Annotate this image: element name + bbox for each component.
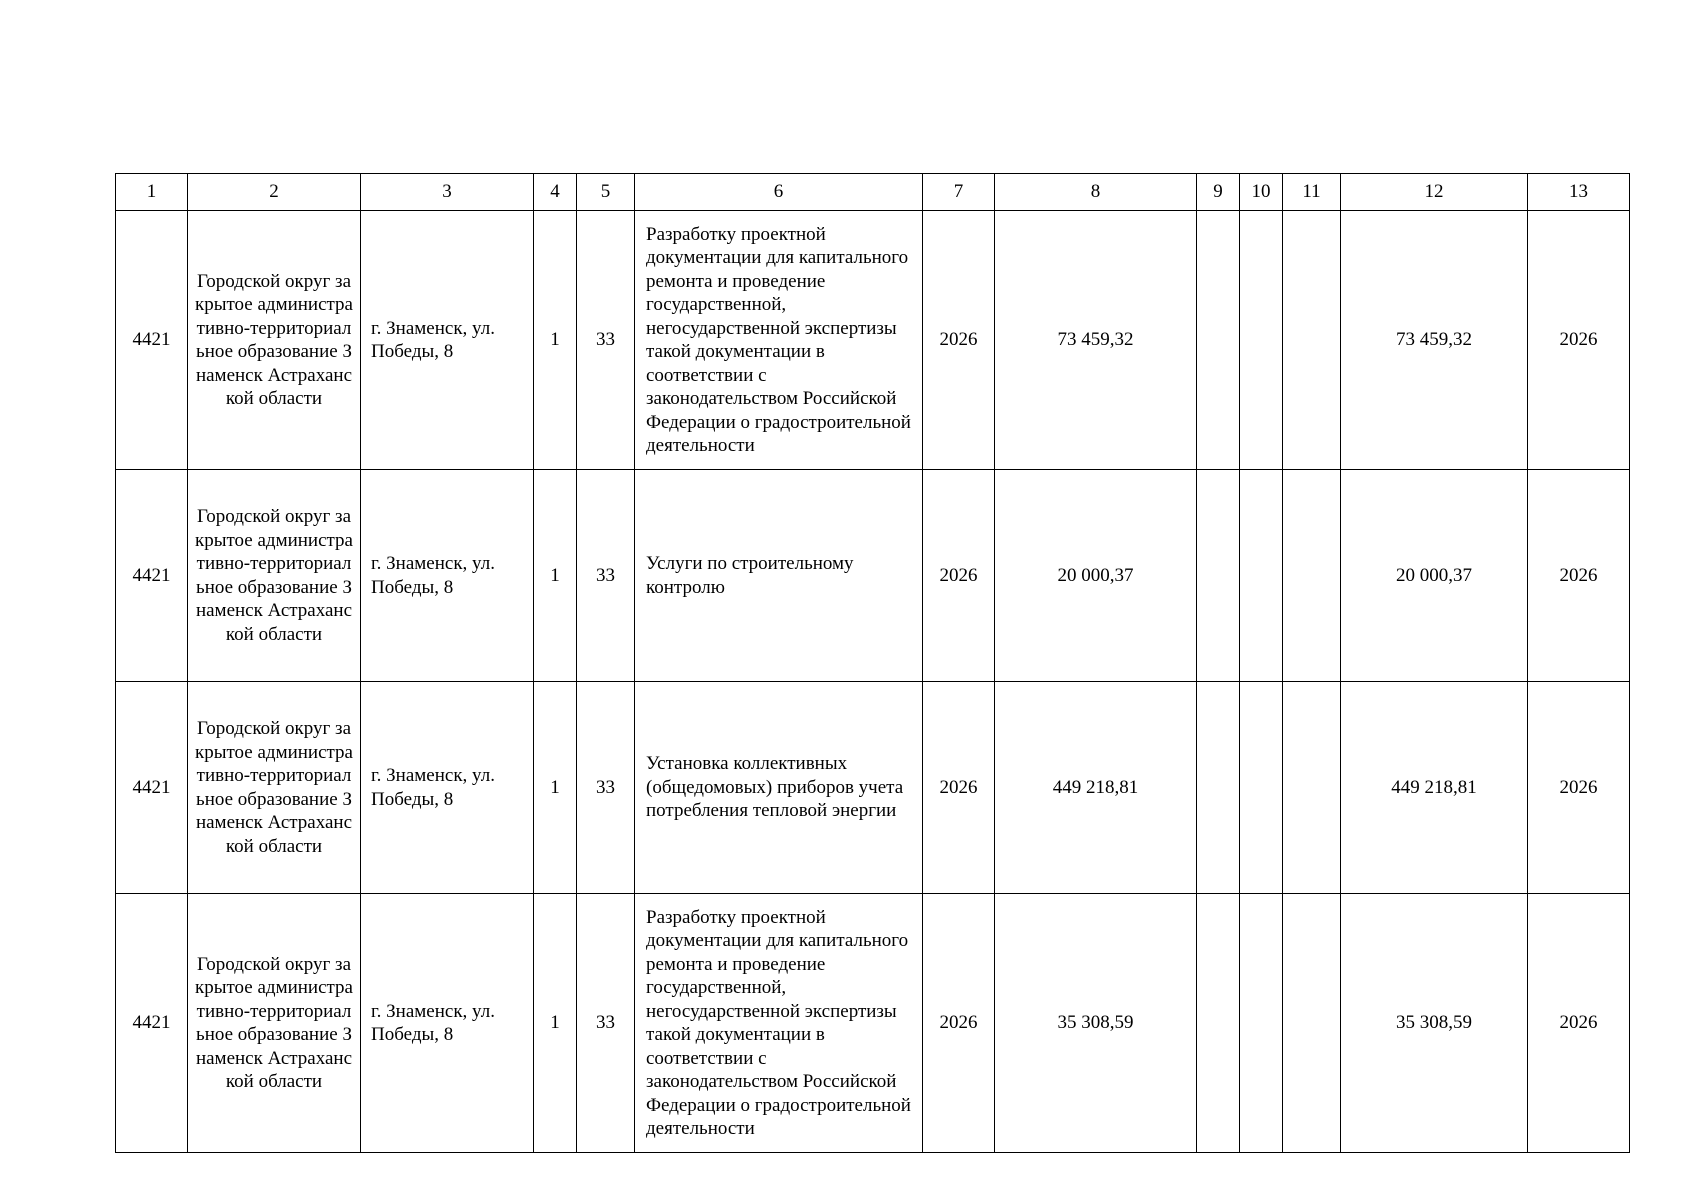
column-5-cell: 33 xyxy=(577,682,635,894)
work-description-cell: Установка коллективных (общедомовых) приборов учета потребления тепловой энергии xyxy=(635,682,923,894)
year-cell: 2026 xyxy=(923,682,995,894)
amount-cell: 20 000,37 xyxy=(995,470,1197,682)
table-header-row xyxy=(116,174,1630,211)
year-cell: 2026 xyxy=(1528,894,1630,1153)
column-header: 13 xyxy=(1528,174,1630,211)
year-cell: 2026 xyxy=(923,211,995,470)
column-header: 2 xyxy=(188,174,361,211)
column-9-cell xyxy=(1197,894,1240,1153)
column-9-cell xyxy=(1197,682,1240,894)
column-header: 7 xyxy=(923,174,995,211)
municipality-cell: Городской округ закрытое административно-территориальное образование Знаменск Астраханской области xyxy=(188,894,361,1153)
amount-cell: 73 459,32 xyxy=(1341,211,1528,470)
row-code: 4421 xyxy=(116,682,188,894)
address-cell: г. Знаменск, ул. Победы, 8 xyxy=(361,682,534,894)
work-description-cell: Услуги по строительному контролю xyxy=(635,470,923,682)
municipality-cell: Городской округ закрытое административно-территориальное образование Знаменск Астраханской области xyxy=(188,470,361,682)
work-description-cell: Разработку проектной документации для капитального ремонта и проведение государственной, негосударственной экспертизы такой документации в соответствии с законодательством Российской Федерации о градостроительной деятельности xyxy=(635,894,923,1153)
column-header: 12 xyxy=(1341,174,1528,211)
address-cell: г. Знаменск, ул. Победы, 8 xyxy=(361,211,534,470)
amount-cell: 35 308,59 xyxy=(1341,894,1528,1153)
amount-cell: 73 459,32 xyxy=(995,211,1197,470)
column-header: 10 xyxy=(1240,174,1283,211)
year-cell: 2026 xyxy=(923,894,995,1153)
column-9-cell xyxy=(1197,211,1240,470)
column-5-cell: 33 xyxy=(577,470,635,682)
row-code: 4421 xyxy=(116,894,188,1153)
column-11-cell xyxy=(1283,211,1341,470)
year-cell: 2026 xyxy=(923,470,995,682)
column-10-cell xyxy=(1240,470,1283,682)
column-11-cell xyxy=(1283,470,1341,682)
address-cell: г. Знаменск, ул. Победы, 8 xyxy=(361,894,534,1153)
table-row xyxy=(116,211,1630,470)
column-4-cell: 1 xyxy=(534,211,577,470)
column-header: 5 xyxy=(577,174,635,211)
municipality-cell: Городской округ закрытое административно-территориальное образование Знаменск Астраханской области xyxy=(188,211,361,470)
year-cell: 2026 xyxy=(1528,211,1630,470)
column-10-cell xyxy=(1240,682,1283,894)
column-header: 8 xyxy=(995,174,1197,211)
column-header: 4 xyxy=(534,174,577,211)
amount-cell: 449 218,81 xyxy=(1341,682,1528,894)
column-10-cell xyxy=(1240,211,1283,470)
column-10-cell xyxy=(1240,894,1283,1153)
amount-cell: 20 000,37 xyxy=(1341,470,1528,682)
municipality-cell: Городской округ закрытое административно-территориальное образование Знаменск Астраханской области xyxy=(188,682,361,894)
work-description-cell: Разработку проектной документации для капитального ремонта и проведение государственной, негосударственной экспертизы такой документации в соответствии с законодательством Российской Федерации о градостроительной деятельности xyxy=(635,211,923,470)
address-cell: г. Знаменск, ул. Победы, 8 xyxy=(361,470,534,682)
table-row xyxy=(116,682,1630,894)
column-header: 11 xyxy=(1283,174,1341,211)
table-row xyxy=(116,894,1630,1153)
column-11-cell xyxy=(1283,682,1341,894)
column-header: 1 xyxy=(116,174,188,211)
column-header: 9 xyxy=(1197,174,1240,211)
program-table xyxy=(115,173,1630,1153)
year-cell: 2026 xyxy=(1528,470,1630,682)
column-4-cell: 1 xyxy=(534,894,577,1153)
column-9-cell xyxy=(1197,470,1240,682)
row-code: 4421 xyxy=(116,470,188,682)
column-5-cell: 33 xyxy=(577,211,635,470)
column-4-cell: 1 xyxy=(534,470,577,682)
row-code: 4421 xyxy=(116,211,188,470)
column-header: 6 xyxy=(635,174,923,211)
table-row xyxy=(116,470,1630,682)
column-11-cell xyxy=(1283,894,1341,1153)
year-cell: 2026 xyxy=(1528,682,1630,894)
column-header: 3 xyxy=(361,174,534,211)
amount-cell: 449 218,81 xyxy=(995,682,1197,894)
column-5-cell: 33 xyxy=(577,894,635,1153)
column-4-cell: 1 xyxy=(534,682,577,894)
amount-cell: 35 308,59 xyxy=(995,894,1197,1153)
